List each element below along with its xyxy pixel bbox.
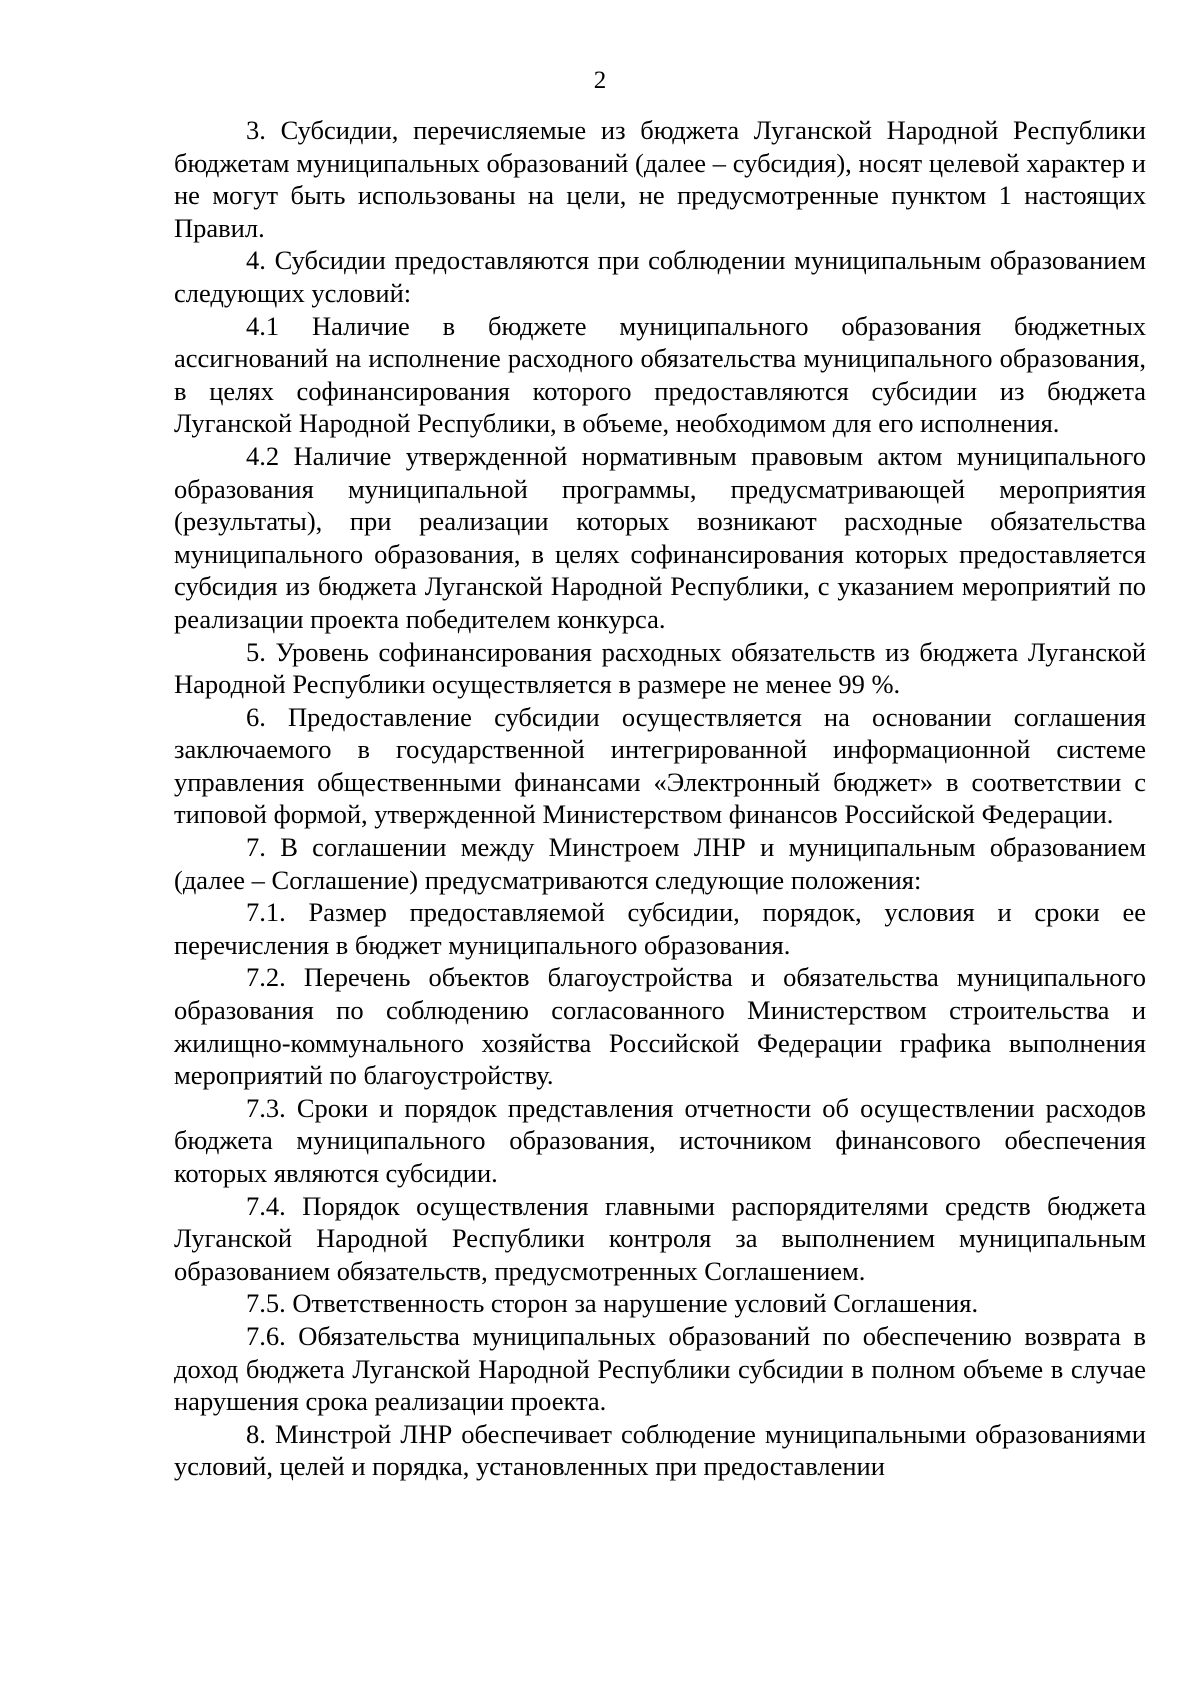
paragraph-4-2: 4.2 Наличие утвержденной нормативным правовым актом муниципального образования муниципальной программы, предусматривающей мероприятия (результаты), при реализации которых возникают расходные обязательства муниципального образования, в целях софинансирования которых предоставляется субсидия из бюджета Луганской Народной Республики, с указанием мероприятий по реализации проекта победителем конкурса. [174, 440, 1146, 634]
paragraph-3: 3. Субсидии, перечисляемые из бюджета Луганской Народной Республики бюджетам муниципальных образований (далее – субсидия), носят целевой характер и не могут быть использованы на цели, не предусмотренные пунктом 1 настоящих Правил. [174, 115, 1146, 243]
paragraph-7-2: 7.2. Перечень объектов благоустройства и обязательства муниципального образования по соблюдению согласованного Министерством строительства и жилищно-коммунального хозяйства Российской Федерации графика выполнения мероприятий по благоустройству. [174, 962, 1146, 1091]
paragraph-7: 7. В соглашении между Минстроем ЛНР и муниципальным образованием (далее – Соглашение) предусматриваются следующие положения: [174, 832, 1146, 895]
paragraph-7-3: 7.3. Сроки и порядок представления отчетности об осуществлении расходов бюджета муниципального образования, источником финансового обеспечения которых являются субсидии. [174, 1092, 1146, 1188]
page-number: 2 [593, 67, 607, 94]
paragraph-6: 6. Предоставление субсидии осуществляется на основании соглашения заключаемого в государственной интегрированной информационной системе управления общественными финансами «Электронный бюджет» в соответствии с типовой формой, утвержденной Министерством финансов Российской Федерации. [174, 701, 1146, 830]
paragraph-4-1: 4.1 Наличие в бюджете муниципального образования бюджетных ассигнований на исполнение расходного обязательства муниципального образования, в целях софинансирования которого предоставляются субсидии из бюджета Луганской Народной Республики, в объеме, необходимом для его исполнения. [174, 310, 1146, 439]
paragraph-7-1: 7.1. Размер предоставляемой субсидии, порядок, условия и сроки ее перечисления в бюджет муниципального образования. [174, 897, 1146, 960]
paragraph-4: 4. Субсидии предоставляются при соблюдении муниципальным образованием следующих условий: [174, 245, 1146, 308]
paragraph-8: 8. Минстрой ЛНР обеспечивает соблюдение муниципальными образованиями условий, целей и порядка, установленных при предоставлении [174, 1418, 1146, 1482]
paragraph-7-6: 7.6. Обязательства муниципальных образований по обеспечению возврата в доход бюджета Луганской Народной Республики субсидии в полном объеме в случае нарушения срока реализации проекта. [174, 1320, 1146, 1417]
paragraph-7-4: 7.4. Порядок осуществления главными распорядителями средств бюджета Луганской Народной Республики контроля за выполнением муниципальным образованием обязательств, предусмотренных Соглашением. [174, 1190, 1146, 1286]
paragraph-7-5: 7.5. Ответственность сторон за нарушение условий Соглашения. [246, 1288, 979, 1319]
document-body [174, 114, 1146, 1483]
paragraph-5: 5. Уровень софинансирования расходных обязательств из бюджета Луганской Народной Республики осуществляется в размере не менее 99 %. [174, 636, 1146, 700]
